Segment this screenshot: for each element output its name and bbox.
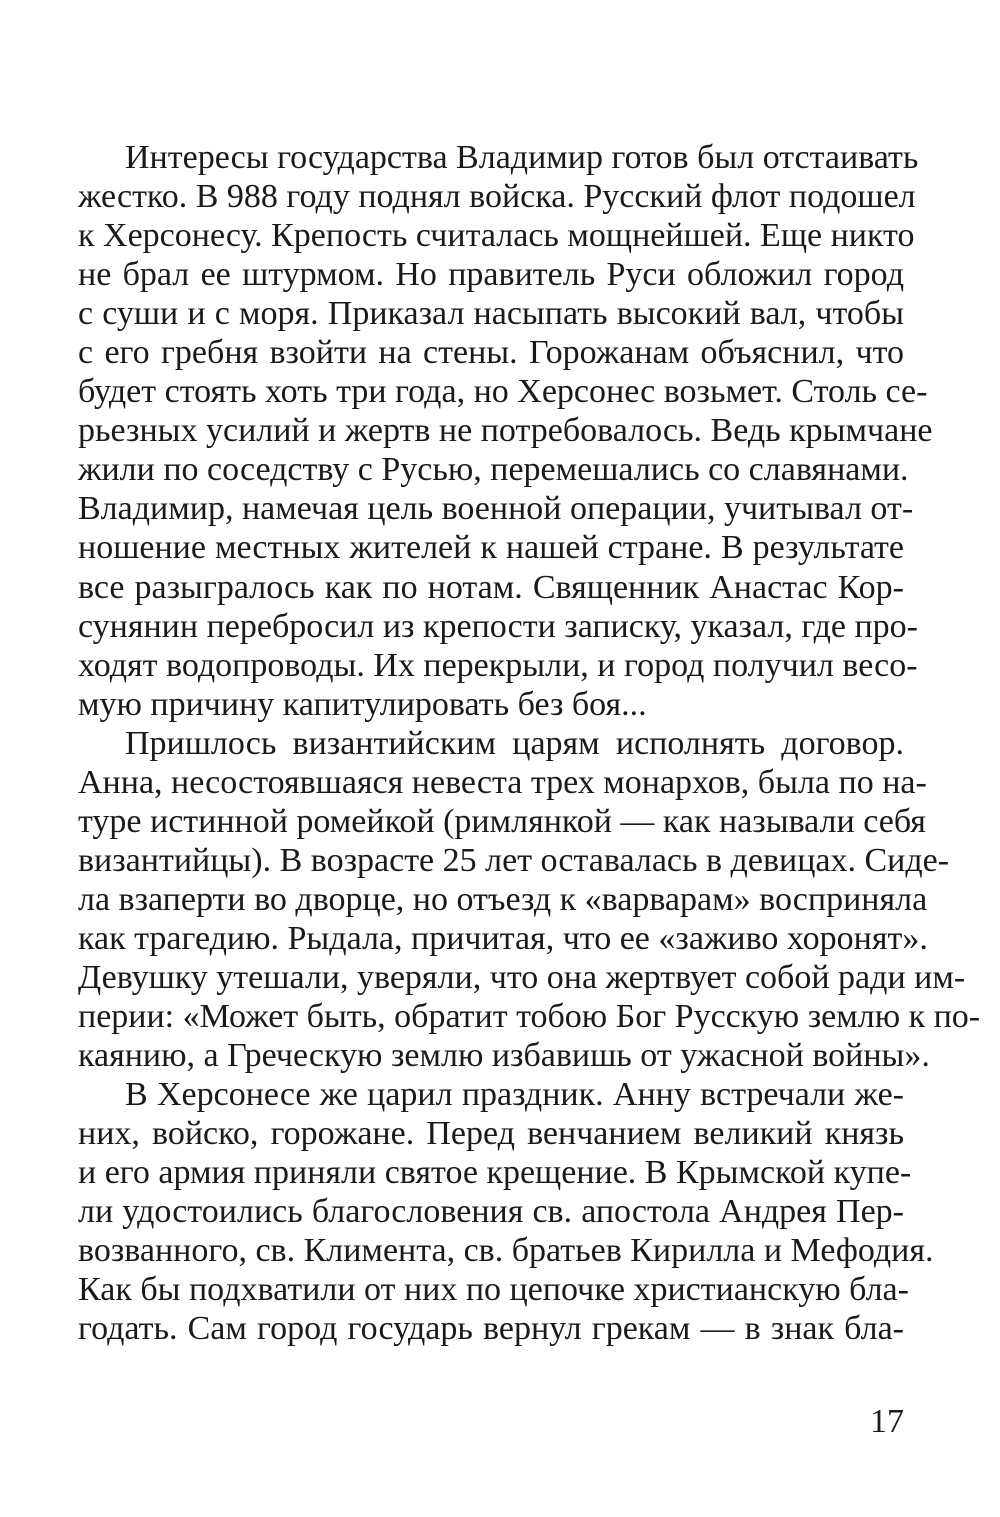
text-line: не брал ее штурмом. Но правитель Руси обложил город	[78, 256, 904, 294]
text-line: Девушку утешали, уверяли, что она жертвует собой ради им-	[78, 958, 966, 996]
text-line: как трагедию. Рыдала, причитая, что ее «заживо хоронят».	[78, 919, 928, 957]
page-number: 17	[870, 1403, 904, 1440]
text-line: ношение местных жителей к нашей стране. В результате	[78, 529, 904, 567]
text-line: все разыгралось как по нотам. Священник Анастас Кор-	[78, 568, 904, 606]
text-line: ли удостоились благословения св. апостола Андрея Пер-	[78, 1193, 904, 1231]
text-line: перии: «Может быть, обратит тобою Бог Русскую землю к по-	[78, 998, 981, 1036]
text-line: и его армия приняли святое крещение. В Крымской купе-	[78, 1154, 912, 1192]
text-line: них, войско, горожане. Перед венчанием великий князь	[78, 1115, 904, 1153]
paragraph	[78, 1075, 934, 1348]
text-line: с суши и с моря. Приказал насыпать высокий вал, чтобы	[78, 295, 904, 333]
text-line: Интересы государства Владимир готов был отстаивать	[125, 139, 919, 176]
text-line: жили по соседству с Русью, перемешались со славянами.	[78, 451, 909, 489]
body-text	[78, 138, 981, 1348]
text-line: ла взаперти во дворце, но отъезд к «варварам» восприняла	[78, 880, 928, 918]
text-line: Владимир, намечая цель военной операции, учитывал от-	[78, 490, 914, 528]
text-line: рьезных усилий и жертв не потребовалось. Ведь крымчане	[78, 412, 933, 450]
text-line: возванного, св. Климента, св. братьев Кирилла и Мефодия.	[78, 1232, 934, 1270]
text-line: будет стоять хоть три года, но Херсонес возьмет. Столь се-	[78, 373, 928, 411]
text-line: мую причину капитулировать без боя...	[78, 685, 647, 723]
text-line: каянию, а Греческую землю избавишь от ужасной войны».	[78, 1037, 930, 1075]
text-line: туре истинной ромейкой (римлянкой — как называли себя	[78, 802, 926, 840]
text-line: сунянин перебросил из крепости записку, указал, где про-	[78, 607, 918, 645]
paragraph	[78, 724, 981, 1075]
text-line: к Херсонесу. Крепость считалась мощнейшей. Еще никто	[78, 217, 915, 255]
paragraph	[78, 138, 933, 724]
text-line: византийцы). В возрасте 25 лет оставалась в девицах. Сиде-	[78, 841, 950, 879]
text-line: годать. Сам город государь вернул грекам — в знак бла-	[78, 1310, 904, 1348]
text-line: жестко. В 988 году поднял войска. Русский флот подошел	[78, 178, 916, 216]
text-line: Как бы подхватили от них по цепочке христианскую бла-	[78, 1271, 909, 1309]
text-line: с его гребня взойти на стены. Горожанам объяснил, что	[78, 334, 904, 372]
text-line: Анна, несостоявшаяся невеста трех монархов, была по на-	[78, 763, 927, 801]
text-line: Пришлось византийским царям исполнять договор.	[125, 724, 904, 762]
text-line: ходят водопроводы. Их перекрыли, и город получил весо-	[78, 646, 918, 684]
text-line: В Херсонесе же царил праздник. Анну встречали же-	[125, 1076, 904, 1114]
